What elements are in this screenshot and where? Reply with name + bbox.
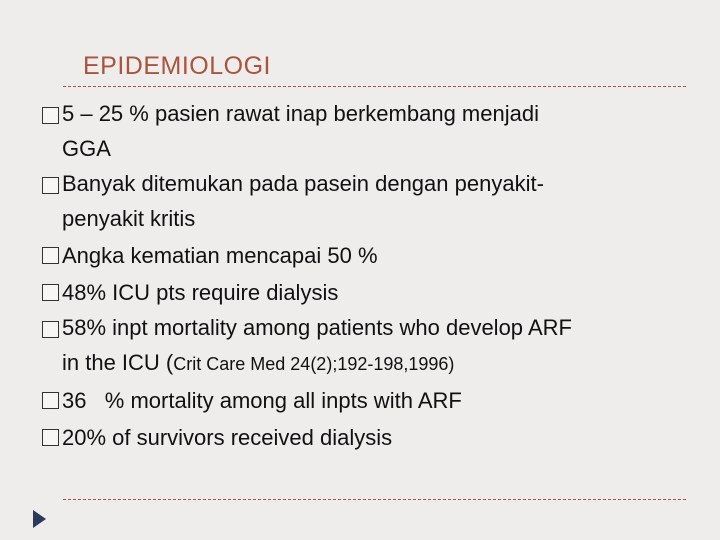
- bullet-item: [40, 382, 700, 419]
- bullet-item: [40, 97, 700, 167]
- bullet-box-icon: [42, 177, 59, 194]
- bullet-item: [40, 237, 700, 274]
- bullet-text: 20% of survivors received dialysis: [62, 425, 393, 450]
- bullet-item: [40, 167, 700, 237]
- bullet-text-continued: penyakit kritis: [62, 206, 196, 231]
- bullet-item: [40, 274, 700, 311]
- bullet-text-continued: GGA: [62, 136, 111, 161]
- bullet-text: 48% ICU pts require dialysis: [62, 280, 339, 305]
- bullet-list: [40, 97, 700, 456]
- slide-title: EPIDEMIOLOGI: [83, 52, 271, 80]
- footer-divider: [63, 499, 686, 500]
- bullet-item: [40, 419, 700, 456]
- bullet-box-icon: [42, 429, 59, 446]
- bullet-item: [40, 311, 700, 382]
- bullet-text: Banyak ditemukan pada pasein dengan penyakit-: [62, 171, 544, 196]
- bullet-box-icon: [42, 284, 59, 301]
- bullet-text: Angka kematian mencapai 50 %: [62, 243, 378, 268]
- bullet-box-icon: [42, 247, 59, 264]
- bullet-box-icon: [42, 321, 59, 338]
- bullet-text: 58% inpt mortality among patients who develop ARF: [62, 315, 572, 340]
- bullet-text-continued: [62, 345, 700, 382]
- bullet-text-main: in the ICU (: [62, 350, 174, 375]
- bullet-text: 36 % mortality among all inpts with ARF: [62, 388, 462, 413]
- title-divider: [63, 86, 686, 87]
- bullet-box-icon: [42, 107, 59, 124]
- play-arrow-icon[interactable]: [33, 510, 46, 528]
- citation: Crit Care Med 24(2);192-198,1996): [173, 354, 455, 374]
- bullet-text: 5 – 25 % pasien rawat inap berkembang menjadi: [62, 101, 539, 126]
- bullet-box-icon: [42, 392, 59, 409]
